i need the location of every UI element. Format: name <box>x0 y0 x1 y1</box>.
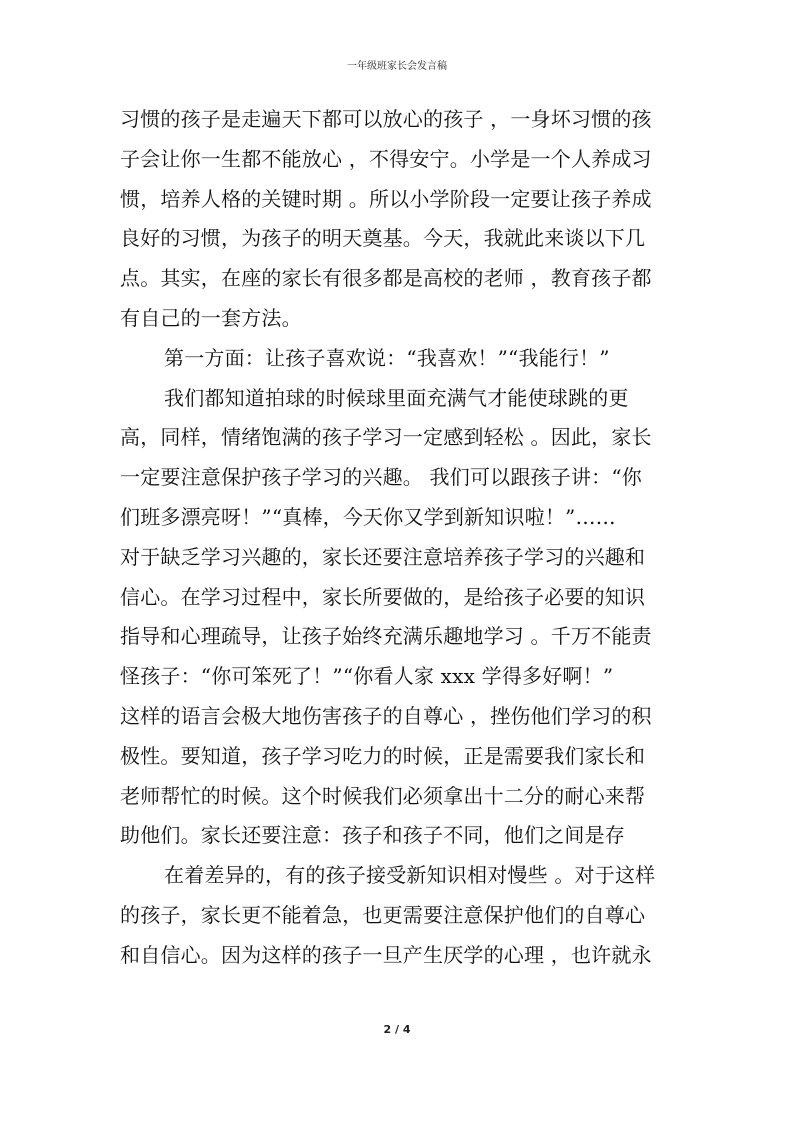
text-line: 和自信心。因为这样的孩子一旦产生厌学的心理 ，也许就永 <box>120 942 652 967</box>
text-line: 子会让你一生都不能放心 ，不得安宁。小学是一个人养成习 <box>120 146 652 171</box>
text-line: 习惯的孩子是走遍天下都可以放心的孩子 ，一身坏习惯的孩 <box>120 107 652 131</box>
text-line: 良好的习惯，为孩子的明天奠基。今天，我就此来谈以下几 <box>120 226 646 251</box>
section-heading: 第一方面：让孩子喜欢说：“我喜欢！”“我能行！” <box>164 345 610 370</box>
text-line: 的孩子，家长更不能着急，也更需要注意保护他们的自尊心 <box>120 902 646 927</box>
text-line: 们班多漂亮呀！”“真棒，今天你又学到新知识啦！”…… <box>120 504 616 529</box>
text-line: 这样的语言会极大地伤害孩子的自尊心 ，挫伤他们学习的积 <box>120 703 652 728</box>
text-line: 高，同样，情绪饱满的孩子学习一定感到轻松 。因此，家长 <box>120 425 652 450</box>
text-line: 有自己的一套方法。 <box>120 305 302 330</box>
text-line: 助他们。家长还要注意：孩子和孩子不同，他们之间是存 <box>120 823 625 848</box>
page-header-title: 一年级班家长会发言稿 <box>347 61 447 72</box>
text-line: 点。其实，在座的家长有很多都是高校的老师 ，教育孩子都 <box>120 266 652 291</box>
paragraph-first-line: 我们都知道拍球的时候球里面充满气才能使球跳的更 <box>164 385 629 410</box>
text-line: 一定要注意保护孩子学习的兴趣。 我们可以跟孩子讲：“你 <box>120 465 642 490</box>
text-line: 惯，培养人格的关键时期 。所以小学阶段一定要让孩子养成 <box>120 186 652 211</box>
page-number: 2 / 4 <box>383 1023 411 1036</box>
text-line: 对于缺乏学习兴趣的，家长还要注意培养孩子学习的兴趣和 <box>120 544 646 569</box>
text-line: 极性。要知道，孩子学习吃力的时候，正是需要我们家长和 <box>120 743 646 768</box>
text-line: 指导和心理疏导，让孩子始终充满乐趣地学习 。千万不能责 <box>120 624 652 649</box>
text-line: 老师帮忙的时候。这个时候我们必须拿出十二分的耐心来帮 <box>120 783 646 808</box>
document-body <box>120 100 680 976</box>
text-line: 信心。在学习过程中，家长所要做的，是给孩子必要的知识 <box>120 584 646 609</box>
paragraph-first-line: 在着差异的，有的孩子接受新知识相对慢些 。对于这样 <box>164 863 656 888</box>
text-line: 怪孩子：“你可笨死了！”“你看人家 xxx 学得多好啊！” <box>120 664 614 689</box>
